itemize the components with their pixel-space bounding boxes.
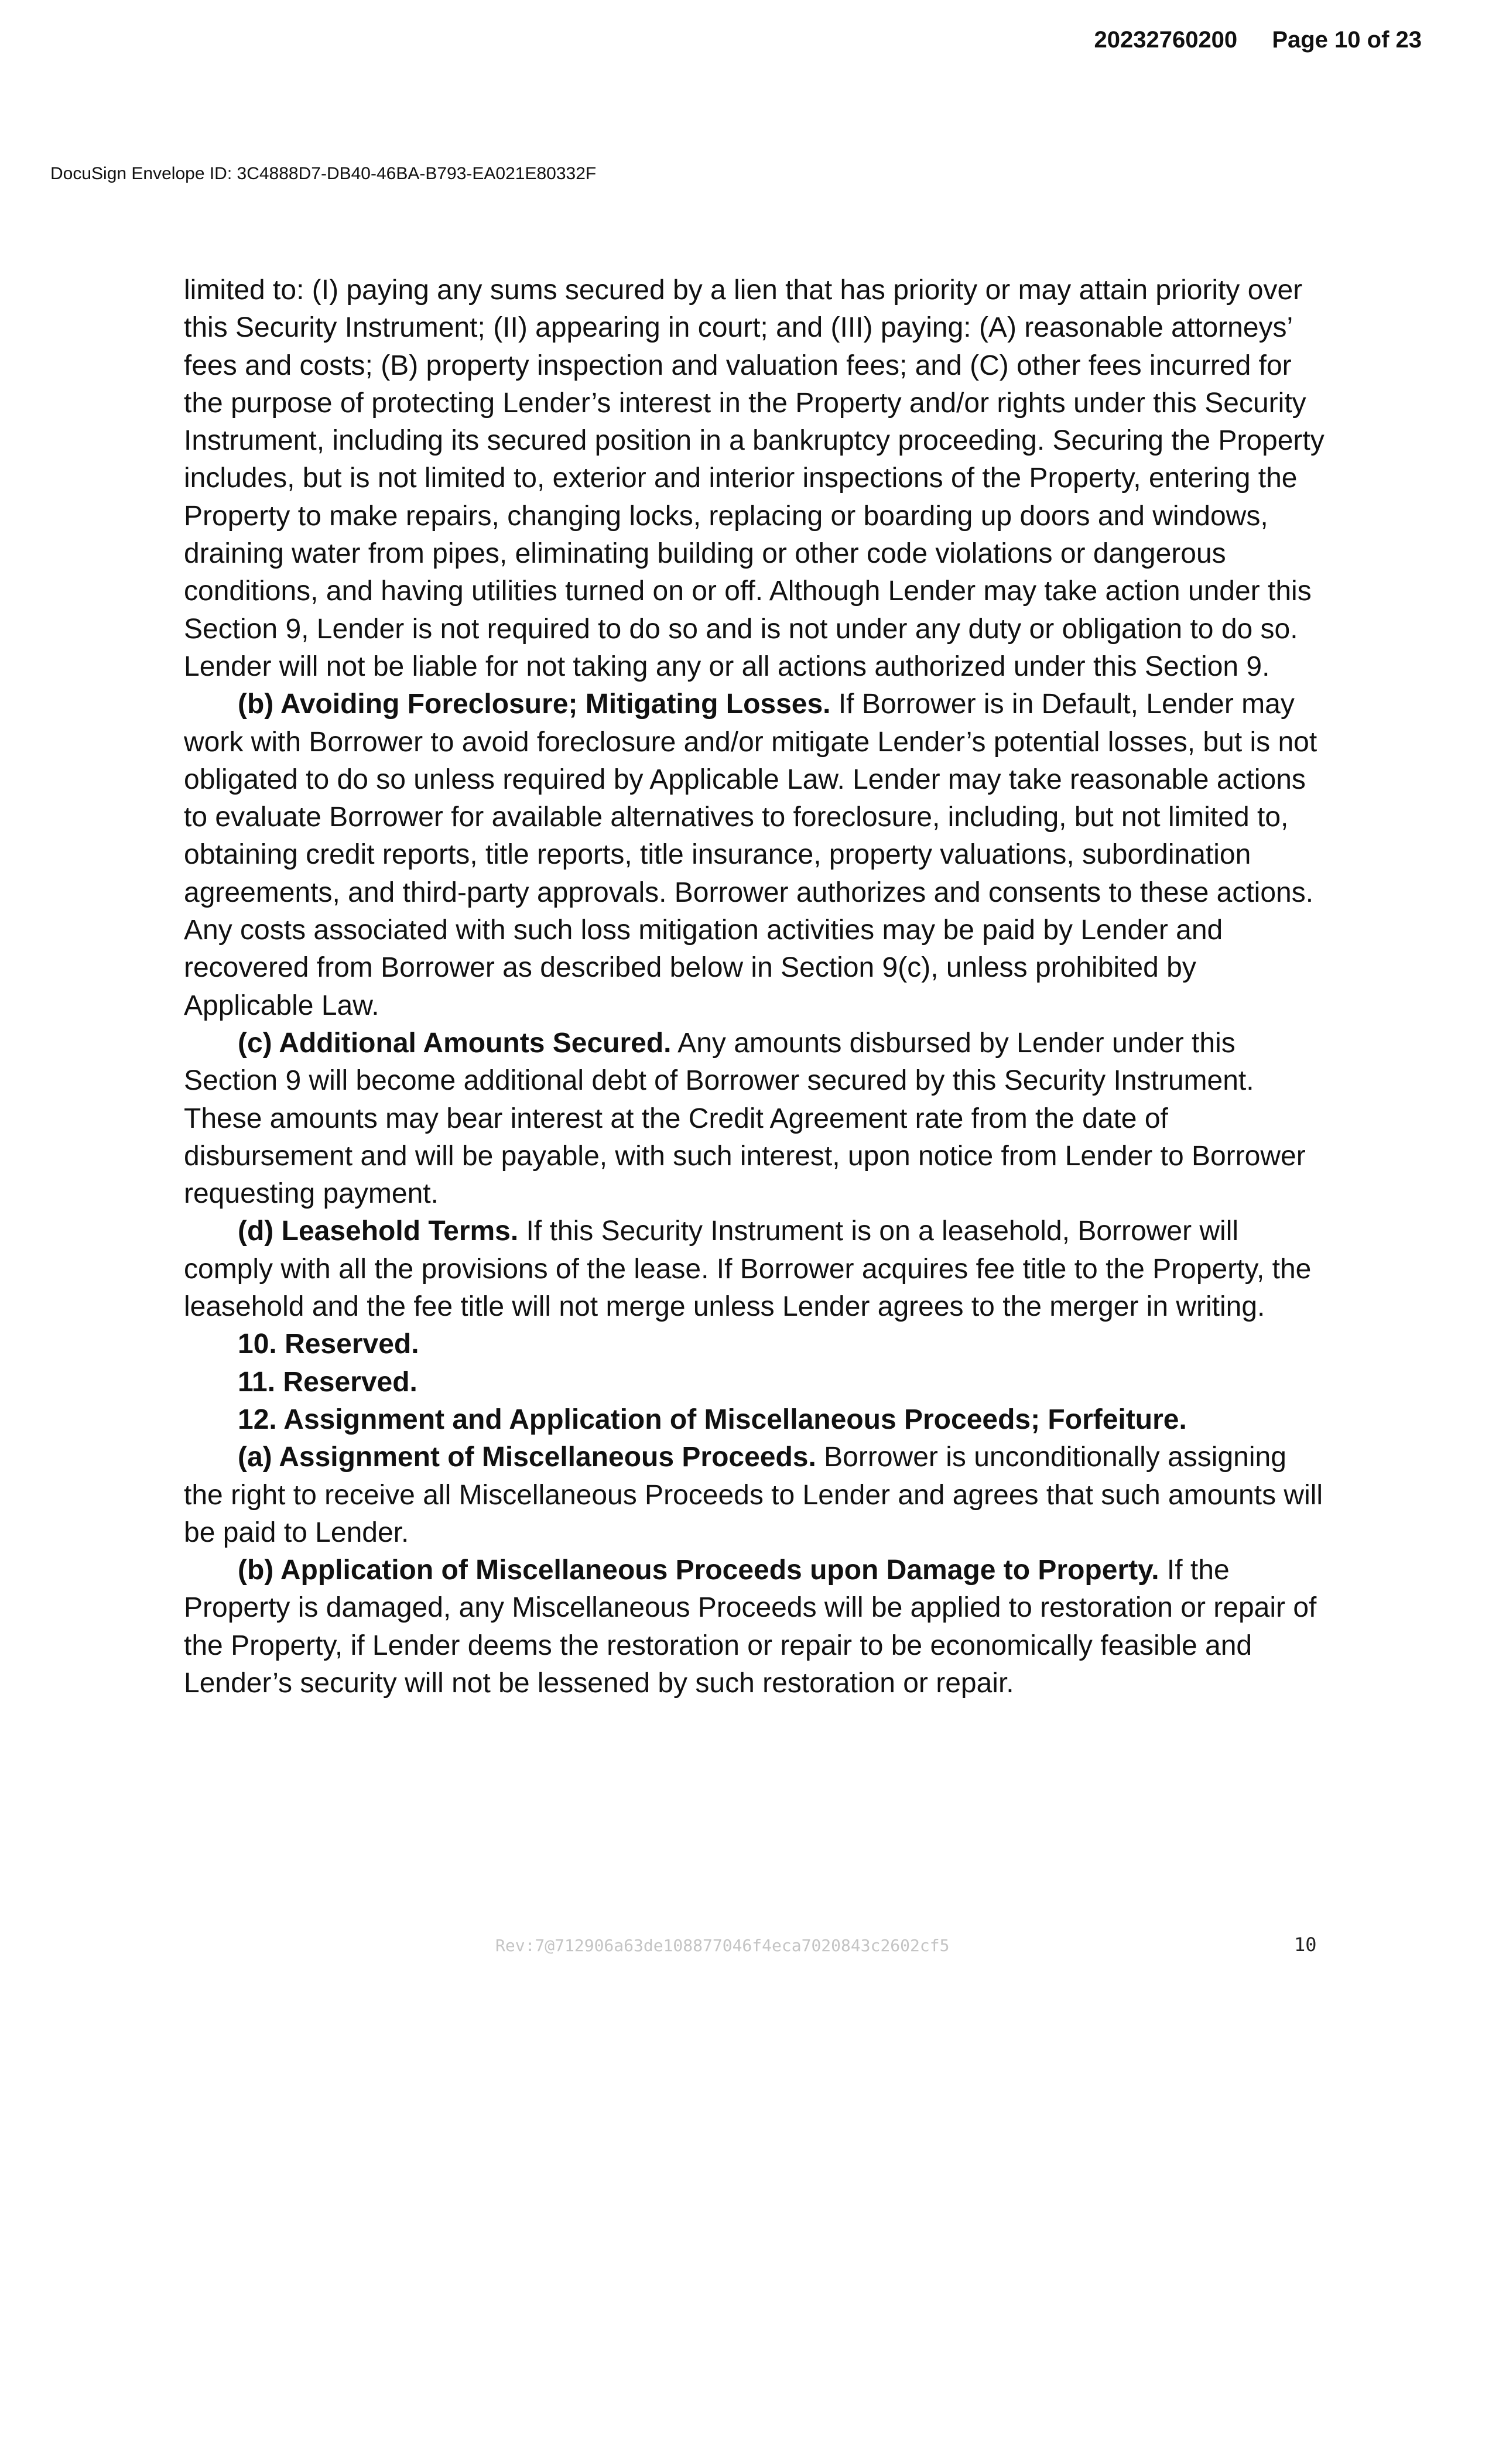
paragraph-assignment-proceeds [184, 1439, 1327, 1552]
heading-leasehold-terms: (d) Leasehold Terms. [238, 1216, 519, 1247]
heading-additional-amounts: (c) Additional Amounts Secured. [238, 1027, 672, 1059]
text-assignment-proceeds: Borrower is unconditionally assigning the right to receive all Miscellaneous Proceeds to Lender and agrees that such amounts will be paid to Lender. [184, 1442, 1323, 1548]
section-12-heading [184, 1401, 1327, 1439]
paragraph-section-9-continued: limited to: (I) paying any sums secured by a lien that has priority or may attain priority over this Security Instrument; (II) appearing in court; and (III) paying: (A) reasonable attorneys’ fees and costs; (B) property inspection and valuation fees; and (C) other fees incurred for the purpose of protecting Lender’s interest in the Property and/or rights under this Security Instrument, including its secured position in a bankruptcy proceeding. Securing the Property includes, but is not limited to, exterior and interior inspections of the Property, entering the Property to make repairs, changing locks, replacing or boarding up doors and windows, draining water from pipes, eliminating building or other code violations or dangerous conditions, and having utilities turned on or off. Although Lender may take action under this Section 9, Lender is not required to do so and is not under any duty or obligation to do so. Lender will not be liable for not taking any or all actions authorized under this Section 9. [184, 275, 1325, 682]
paragraph-leasehold-terms [184, 1213, 1327, 1326]
section-11-heading [184, 1364, 1327, 1401]
paragraph-avoiding-foreclosure [184, 686, 1327, 1025]
text-additional-amounts: Any amounts disbursed by Lender under this Section 9 will become additional debt of Borrower secured by this Security Instrument. These amounts may bear interest at the Credit Agreement rate from the date of disbursement and will be payable, with such interest, upon notice from Lender to Borrower requesting payment. [184, 1027, 1306, 1210]
text-leasehold-terms: If this Security Instrument is on a leasehold, Borrower will comply with all the provisions of the lease. If Borrower acquires fee title to the Property, the leasehold and the fee title will not merge unless Lender agrees to the merger in writing. [184, 1216, 1312, 1323]
paragraph-application-proceeds [184, 1552, 1327, 1702]
text-avoiding-foreclosure: If Borrower is in Default, Lender may work with Borrower to avoid foreclosure and/or mitigate Lender’s potential losses, but is not obligated to do so unless required by Applicable Law. Lender may take reasonable actions to evaluate Borrower for available alternatives to foreclosure, including, but not limited to, obtaining credit reports, title reports, title insurance, property valuations, subordination agreements, and third-party approvals. Borrower authorizes and consents to these actions. Any costs associated with such loss mitigation activities may be paid by Lender and recovered from Borrower as described below in Section 9(c), unless prohibited by Applicable Law. [184, 689, 1317, 1021]
document-number: 20232760200 [1094, 27, 1238, 53]
envelope-id: DocuSign Envelope ID: 3C4888D7-DB40-46BA-B793-EA021E80332F [50, 164, 597, 183]
page-header [1094, 27, 1422, 53]
page-number: 10 [1294, 1933, 1317, 1956]
heading-section-10: 10. Reserved. [238, 1329, 419, 1360]
heading-section-12: 12. Assignment and Application of Miscellaneous Proceeds; Forfeiture. [238, 1404, 1187, 1435]
page-indicator: Page 10 of 23 [1272, 27, 1422, 53]
section-10-heading [184, 1326, 1327, 1363]
paragraph-additional-amounts [184, 1025, 1327, 1213]
heading-assignment-proceeds: (a) Assignment of Miscellaneous Proceeds. [238, 1442, 816, 1473]
heading-application-proceeds: (b) Application of Miscellaneous Proceeds upon Damage to Property. [238, 1555, 1159, 1586]
heading-avoiding-foreclosure: (b) Avoiding Foreclosure; Mitigating Losses. [238, 689, 831, 720]
heading-section-11: 11. Reserved. [238, 1366, 417, 1398]
text-application-proceeds: If the Property is damaged, any Miscellaneous Proceeds will be applied to restoration or repair of the Property, if Lender deems the restoration or repair to be economically feasible and Lender’s security will not be lessened by such restoration or repair. [184, 1555, 1317, 1699]
document-body [184, 272, 1327, 1702]
revision-hash: Rev:7@712906a63de108877046f4eca7020843c2602cf5 [495, 1936, 950, 1955]
